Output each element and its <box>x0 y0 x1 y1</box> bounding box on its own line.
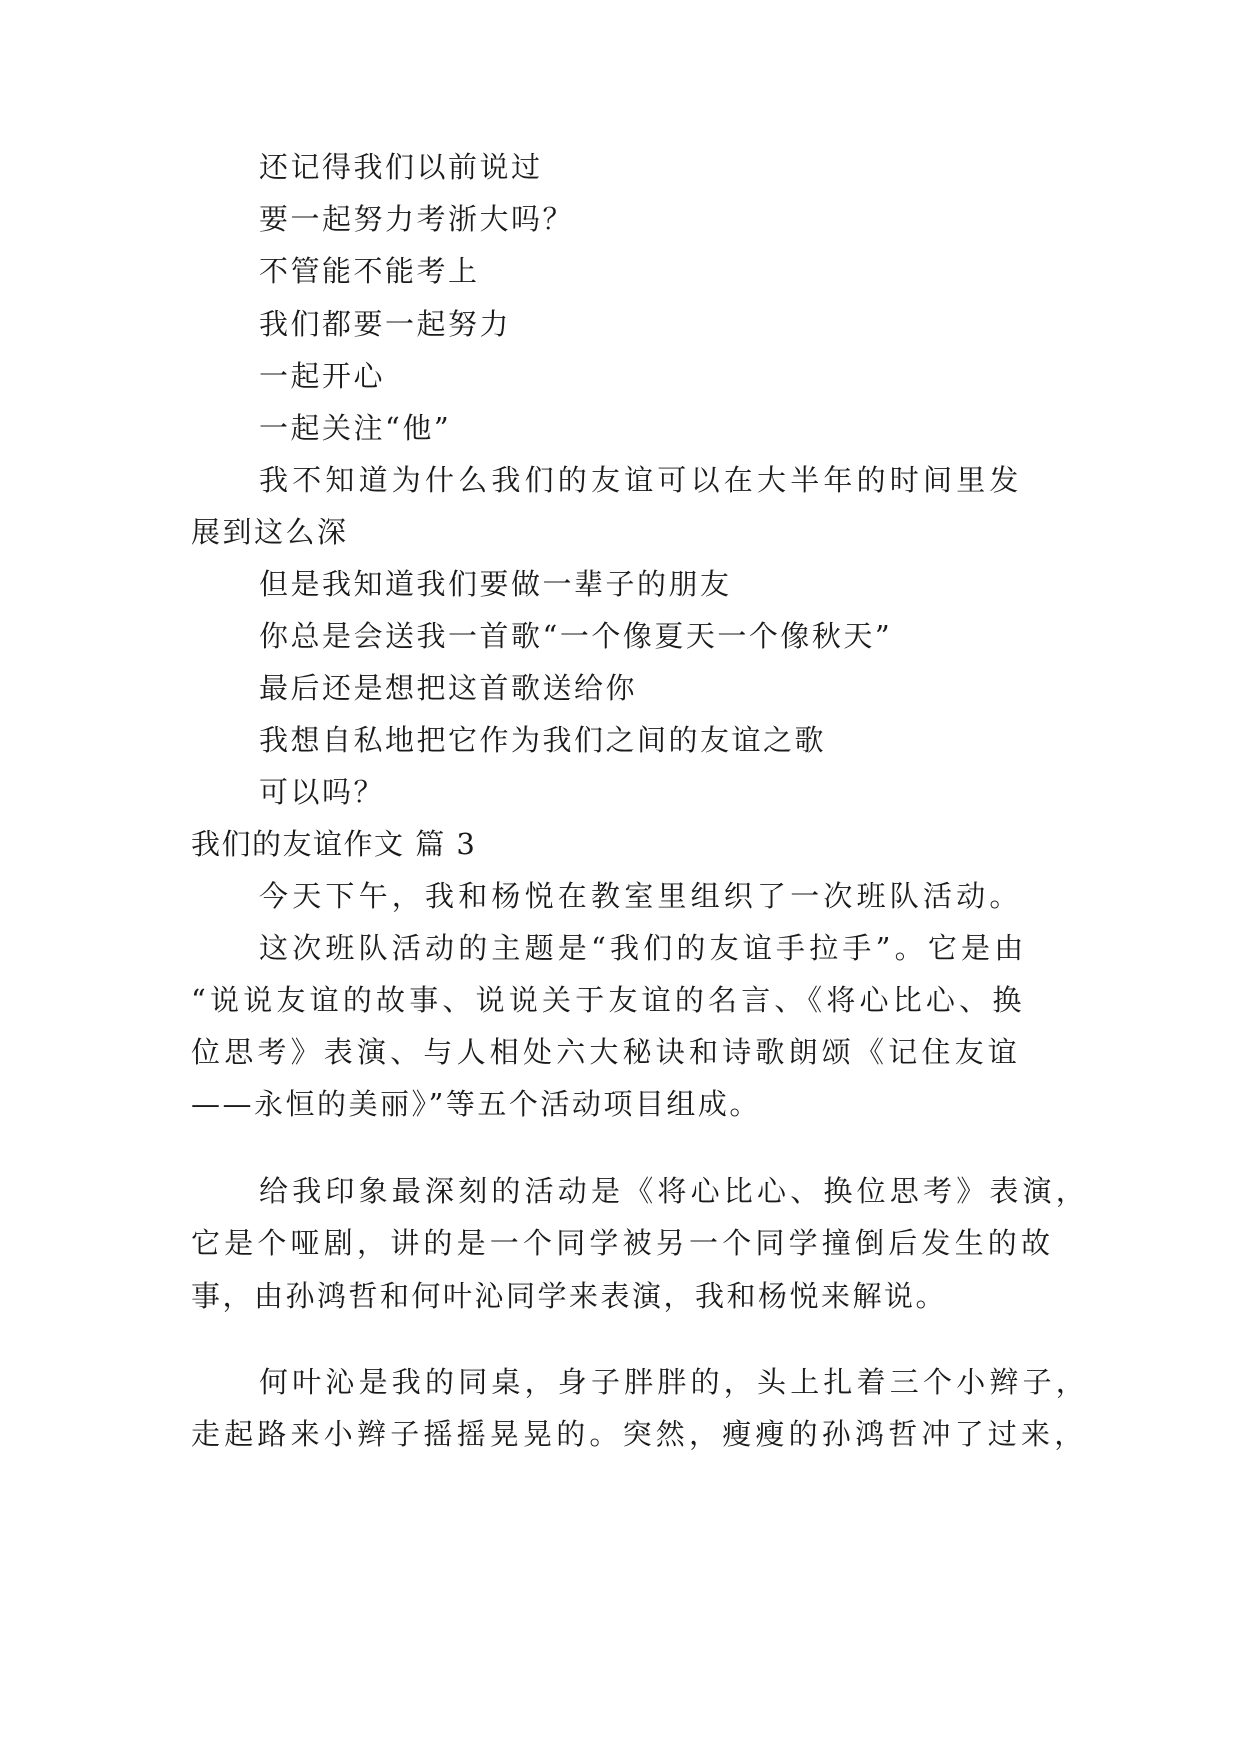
paragraph-line: 事，由孙鸿哲和何叶沁同学来表演，我和杨悦来解说。 <box>191 1279 948 1313</box>
paragraph-line: 这次班队活动的主题是“我们的友谊手拉手”。它是由 <box>259 931 1028 965</box>
section-heading: 我们的友谊作文 篇 3 <box>191 827 477 861</box>
paragraph-line: 它是个哑剧，讲的是一个同学被另一个同学撞倒后发生的故 <box>191 1226 1055 1260</box>
paragraph-line: 今天下午，我和杨悦在教室里组织了一次班队活动。 <box>259 879 1023 913</box>
text-line: 你总是会送我一首歌“一个像夏天一个像秋天” <box>259 619 893 653</box>
text-line: 我们都要一起努力 <box>259 307 512 341</box>
paragraph-line: 走起路来小辫子摇摇晃晃的。突然，瘦瘦的孙鸿哲冲了过来， <box>191 1417 1088 1451</box>
paragraph-line: 何叶沁是我的同桌，身子胖胖的，头上扎着三个小辫子， <box>259 1365 1090 1399</box>
paragraph-line: ——永恒的美丽》”等五个活动项目组成。 <box>191 1087 761 1121</box>
paragraph-line: 展到这么深 <box>191 515 349 549</box>
text-line: 我想自私地把它作为我们之间的友谊之歌 <box>259 723 827 757</box>
paragraph-line: 位思考》表演、与人相处六大秘诀和诗歌朗颂《记住友谊 <box>191 1035 1022 1069</box>
paragraph-line: 我不知道为什么我们的友谊可以在大半年的时间里发 <box>259 463 1023 497</box>
text-line: 还记得我们以前说过 <box>259 150 543 184</box>
text-line: 但是我知道我们要做一辈子的朋友 <box>259 567 732 601</box>
text-line: 一起开心 <box>259 359 386 393</box>
paragraph-line: 给我印象最深刻的活动是《将心比心、换位思考》表演， <box>259 1174 1090 1208</box>
text-line: 最后还是想把这首歌送给你 <box>259 671 638 705</box>
text-line: 要一起努力考浙大吗？ <box>259 202 575 236</box>
paragraph-line: “说说友谊的故事、说说关于友谊的名言、《将心比心、换 <box>191 983 1026 1017</box>
text-line: 不管能不能考上 <box>259 254 480 288</box>
text-line: 一起关注“他” <box>259 411 452 445</box>
text-line: 可以吗？ <box>259 775 386 809</box>
